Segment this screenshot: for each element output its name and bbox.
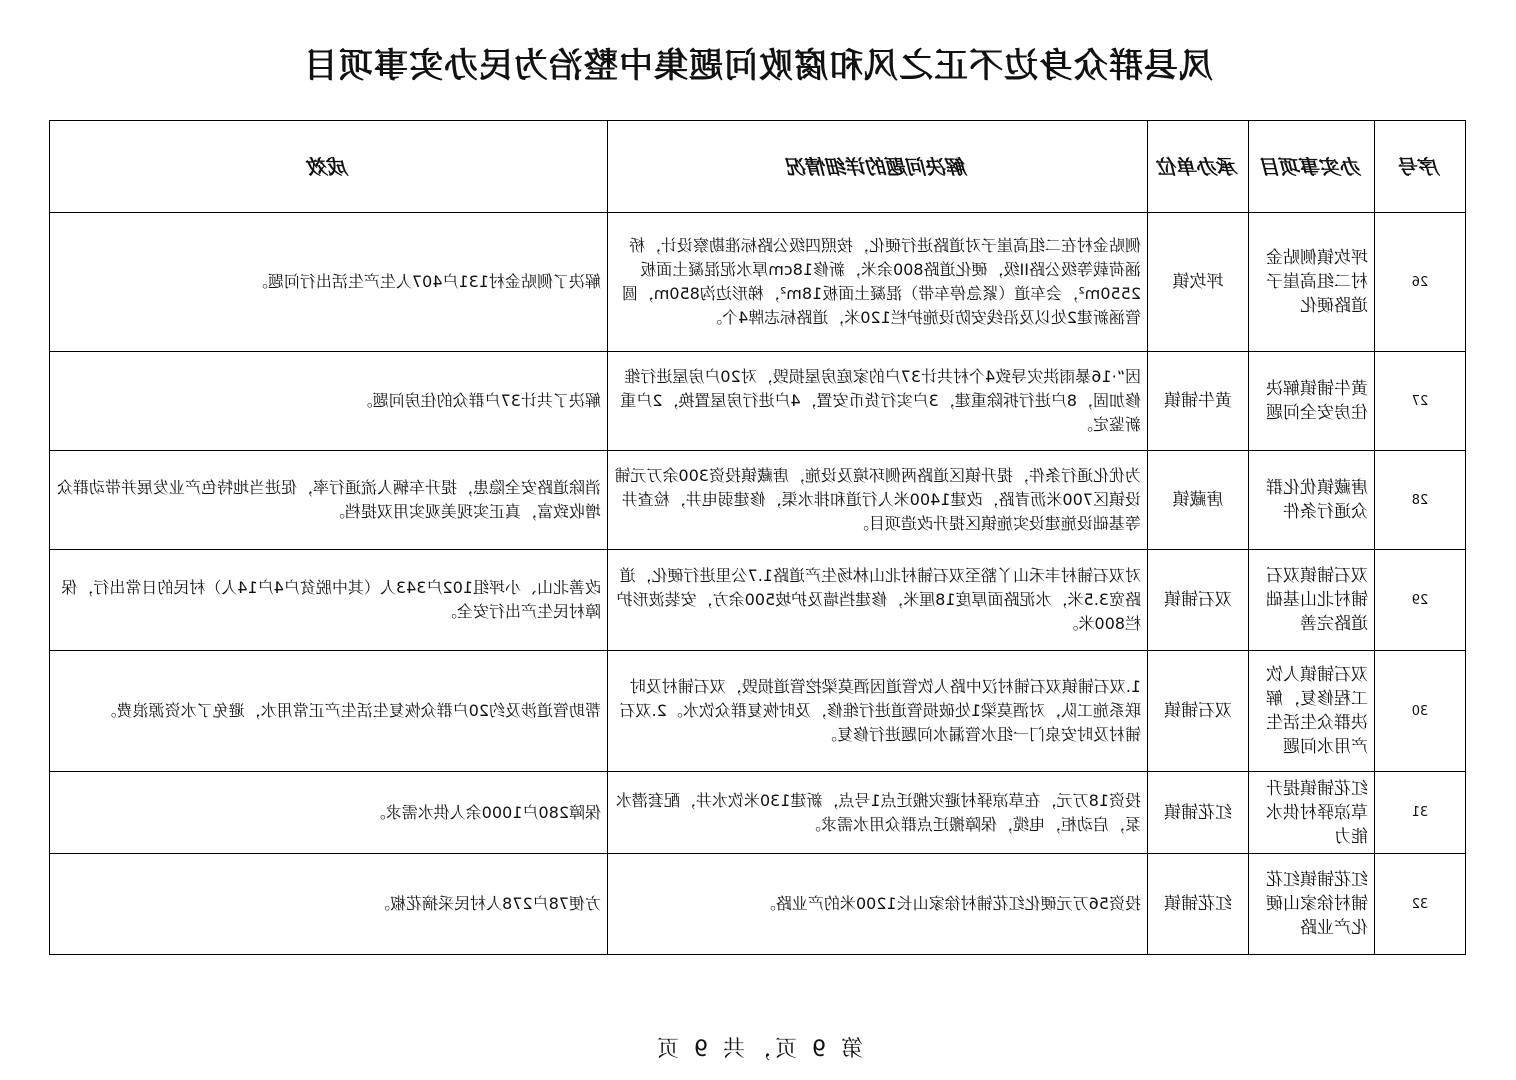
row-detail: 投资18万元，在草凉驿村避灾搬迁点1号点，新建130米饮水井，配套潜水泵，启动柜，电缆，保障搬迁点群众用水需求。 xyxy=(608,772,1148,854)
table-header-row xyxy=(50,121,1466,213)
row-seq: 31 xyxy=(1375,772,1466,854)
row-unit: 红花铺镇 xyxy=(1148,854,1249,955)
header-item: 办实事项目 xyxy=(1249,121,1375,213)
row-detail: 为优化通行条件，提升镇区道路两侧环境及设施，唐藏镇投资300余万元铺设镇区700米沥青路，改建1400米人行道和排水渠，修建弱电井，检查井等基础设施建设实施镇区提升改造项目。 xyxy=(608,451,1148,550)
table-row xyxy=(50,352,1466,451)
row-unit: 双石铺镇 xyxy=(1148,651,1249,772)
row-result: 帮助管道涉及约20户群众恢复生活生产正常用水，避免了水资源浪费。 xyxy=(50,651,608,772)
row-item: 双石铺镇双石铺村北山基础道路完善 xyxy=(1249,550,1375,651)
projects-table xyxy=(49,120,1466,955)
row-unit: 坪坎镇 xyxy=(1148,213,1249,352)
row-result: 解决了侧贴金村131户407人生产生活出行问题。 xyxy=(50,213,608,352)
row-item: 双石铺镇人饮工程修复，解决群众生活生产用水问题 xyxy=(1249,651,1375,772)
header-seq: 序号 xyxy=(1375,121,1466,213)
row-item: 唐藏镇优化群众通行条件 xyxy=(1249,451,1375,550)
row-seq: 29 xyxy=(1375,550,1466,651)
row-detail: 对双石铺村丰禾山丫豁至双石铺村北山林场生产道路1.7公里进行硬化，道路宽3.5米，水泥路面厚度18厘米，修建挡墙及护坡500余方，安装波形护栏800米。 xyxy=(608,550,1148,651)
row-seq: 27 xyxy=(1375,352,1466,451)
table-row xyxy=(50,550,1466,651)
row-detail: 1.双石铺镇双石铺村汉中路人饮管道因酒莫梁挖管道损毁，双石铺村及时联系施工队，对酒莫梁1处破损管道进行维修，及时恢复群众饮水。2.双石铺村及时安泉门一组水管漏水问题进行修复。 xyxy=(608,651,1148,772)
row-seq: 26 xyxy=(1375,213,1466,352)
table-row xyxy=(50,854,1466,955)
row-result: 改善北山、小坪组102户343人（其中脱贫户4户14人）村民的日常出行，保障村民生产出行安全。 xyxy=(50,550,608,651)
row-detail: 侧贴金村在二组高崖子对道路进行硬化，按照四级公路标准勘察设计，桥涵荷载等级公路II级，硬化道路800余米，新修18cm厚水泥混凝土面板2550m²，会车道（紧急停车带）混凝土面板18m²，梯形边沟850m，圆管涵新建2处以及沿线安防设施护栏120米，道路标志牌4个。 xyxy=(608,213,1148,352)
row-item: 坪坎镇侧贴金村二组高崖子道路硬化 xyxy=(1249,213,1375,352)
header-result: 成效 xyxy=(50,121,608,213)
row-result: 解决了共计37户群众的住房问题。 xyxy=(50,352,608,451)
row-result: 保障280户1000余人供水需求。 xyxy=(50,772,608,854)
header-detail: 解决问题的详细情况 xyxy=(608,121,1148,213)
page-title: 凤县群众身边不正之风和腐败问题集中整治为民办实事项目 xyxy=(303,46,1213,86)
table-row xyxy=(50,451,1466,550)
table-row xyxy=(50,651,1466,772)
table-row xyxy=(50,772,1466,854)
row-item: 红花铺镇红花铺村徐家山硬化产业路 xyxy=(1249,854,1375,955)
row-seq: 30 xyxy=(1375,651,1466,772)
row-detail: 因“·16暴雨洪灾导致4个村共计37户的家庭房屋损毁，对20户房屋进行维修加固，8户进行拆除重建，3户实行货币安置，4户进行房屋置换，2户重新鉴定。 xyxy=(608,352,1148,451)
row-detail: 投资56万元硬化红花铺村徐家山长1200米的产业路。 xyxy=(608,854,1148,955)
row-result: 方便78户278人村民采摘花椒。 xyxy=(50,854,608,955)
row-unit: 黄牛铺镇 xyxy=(1148,352,1249,451)
row-result: 消除道路安全隐患，提升车辆人流通行率，促进当地特色产业发展并带动群众增收致富，真正实现美观实用双提档。 xyxy=(50,451,608,550)
table-row xyxy=(50,213,1466,352)
row-unit: 唐藏镇 xyxy=(1148,451,1249,550)
page-footer: 第 9 页，共 9 页 xyxy=(653,1037,863,1062)
row-seq: 32 xyxy=(1375,854,1466,955)
row-item: 黄牛铺镇解决住房安全问题 xyxy=(1249,352,1375,451)
row-seq: 28 xyxy=(1375,451,1466,550)
row-item: 红花铺镇提升草凉驿村供水能力 xyxy=(1249,772,1375,854)
header-unit: 承办单位 xyxy=(1148,121,1249,213)
row-unit: 红花铺镇 xyxy=(1148,772,1249,854)
row-unit: 双石铺镇 xyxy=(1148,550,1249,651)
